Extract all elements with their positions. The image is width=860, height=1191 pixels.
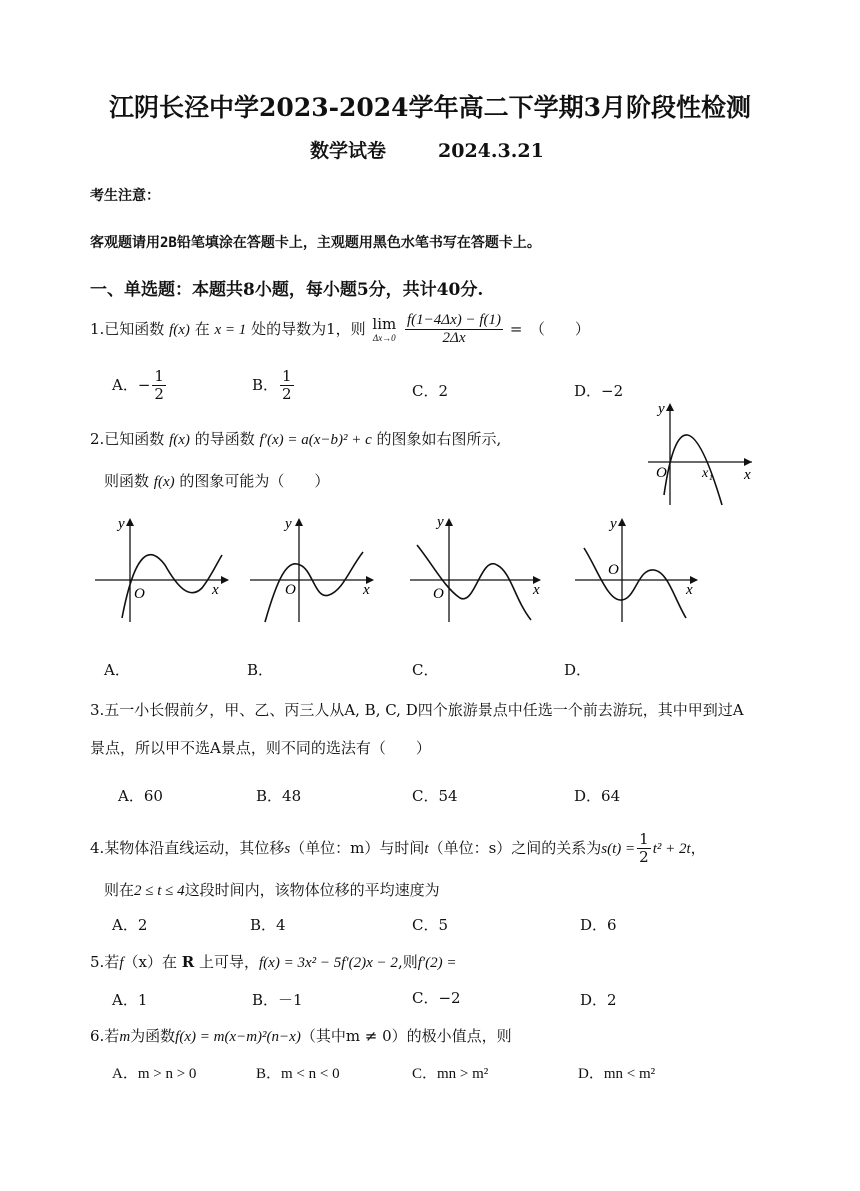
q3-option-b: B．48 (256, 787, 302, 805)
q5-option-d: D．2 (580, 991, 617, 1009)
derivative-graph (640, 395, 760, 510)
y-label: y (658, 401, 665, 417)
svg-text:y: y (437, 514, 444, 530)
question-4: 4.某物体沿直线运动，其位移s（单位：m）与时间t（单位：s）之间的关系为s(t) = $\frac{1}{2}$ t² + 2t， (90, 830, 706, 867)
q6-option-c: C．mn > m² (412, 1066, 489, 1082)
derivative-curve (664, 435, 722, 505)
question-3-line2: 景点，所以甲不选A景点，则不同的选法有（ ） (90, 739, 431, 757)
svg-text:x: x (686, 582, 693, 598)
section-heading: 一、单选题：本题共8小题，每小题5分，共计40分. (90, 280, 484, 300)
x1-label: x₁ (702, 466, 714, 481)
q3-option-d: D．64 (574, 787, 621, 805)
q1-option-b: B． $\frac{1}{2}$ (252, 367, 292, 404)
svg-text:y: y (285, 516, 292, 532)
x-axis-arrow (744, 458, 752, 466)
graph-option-b (245, 510, 385, 630)
exam-date: 2024.3.21 (438, 140, 544, 162)
limit-fraction: $\frac{f(1-4\Delta x) - f(1)}{2\Delta x}$ (407, 312, 502, 347)
graph-option-a (90, 510, 235, 630)
q1-option-a: A．− $\frac{1}{2}$ (112, 367, 164, 404)
q2-option-d: D． (564, 661, 592, 679)
svg-text:O: O (285, 582, 296, 598)
page-title: 江阴长泾中学2023-2024学年高二下学期3月阶段性检测 (109, 93, 751, 122)
x-label: x (744, 467, 751, 483)
subject-label: 数学试卷 (310, 140, 387, 162)
question-6: 6.若m为函数f(x) = m(x−m)²(n−x)（其中m ≠ 0）的极小值点，则 (90, 1027, 512, 1045)
curve-b (265, 552, 363, 622)
q2-option-a: A． (104, 661, 130, 679)
limit-expression: lim Δx→0 (372, 314, 397, 344)
q1-option-d: D．−2 (574, 382, 624, 400)
q4-option-a: A．2 (112, 916, 148, 934)
q3-option-a: A．60 (118, 787, 163, 805)
q4-option-b: B．4 (250, 916, 286, 934)
q2-option-b: B． (247, 661, 274, 679)
svg-text:O: O (433, 586, 444, 602)
curve-c (417, 545, 531, 620)
q5-option-a: A．1 (112, 991, 148, 1009)
question-4-line2: 则在2 ≤ t ≤ 4这段时间内，该物体位移的平均速度为 (104, 881, 440, 899)
q5-option-c: C．−2 (412, 989, 461, 1007)
question-3-line1: 3.五一小长假前夕，甲、乙、丙三人从A, B, C, D四个旅游景点中任选一个前去游玩，其中甲到过A (90, 701, 744, 719)
q4-option-c: C．5 (412, 916, 449, 934)
q6-option-b: B．m < n < 0 (256, 1066, 340, 1082)
question-1: 1.已知函数 f(x) 在 x = 1 处的导数为1，则 lim Δx→0 $\frac{f(1-4\Delta x) - f(1)}{2\Delta x}$ = （ ） (90, 312, 590, 347)
origin-label: O (656, 465, 667, 481)
q6-option-d: D．mn < m² (578, 1066, 656, 1082)
svg-text:x: x (363, 582, 370, 598)
notice-heading: 考生注意： (90, 188, 160, 204)
q2-option-c: C． (412, 661, 439, 679)
svg-text:x: x (533, 582, 540, 598)
graph-option-d (570, 510, 710, 630)
question-5: 5.若f（x）在 R 上可导，f(x) = 3x² − 5f′(2)x − 2,则f′(2) = (90, 953, 457, 971)
curve-d (584, 548, 686, 618)
y-axis-arrow (666, 403, 674, 411)
q4-option-d: D．6 (580, 916, 617, 934)
question-2-line2: 则函数 f(x) 的图象可能为（ ） (104, 472, 330, 490)
page-subtitle (310, 136, 544, 163)
q3-option-c: C．54 (412, 787, 458, 805)
svg-text:O: O (608, 562, 619, 578)
graph-option-c (405, 510, 550, 630)
svg-text:y: y (118, 516, 125, 532)
svg-text:y: y (610, 516, 617, 532)
question-2: 2.已知函数 f(x) 的导函数 f′(x) = a(x−b)² + c 的图象如右图所示, (90, 430, 502, 448)
q6-option-a: A．m > n > 0 (112, 1066, 197, 1082)
svg-text:x: x (212, 582, 219, 598)
notice-text: 客观题请用2B铅笔填涂在答题卡上，主观题用黑色水笔书写在答题卡上。 (90, 235, 541, 251)
q5-option-b: B．－1 (252, 991, 303, 1009)
svg-text:O: O (134, 586, 145, 602)
q1-option-c: C．2 (412, 382, 449, 400)
